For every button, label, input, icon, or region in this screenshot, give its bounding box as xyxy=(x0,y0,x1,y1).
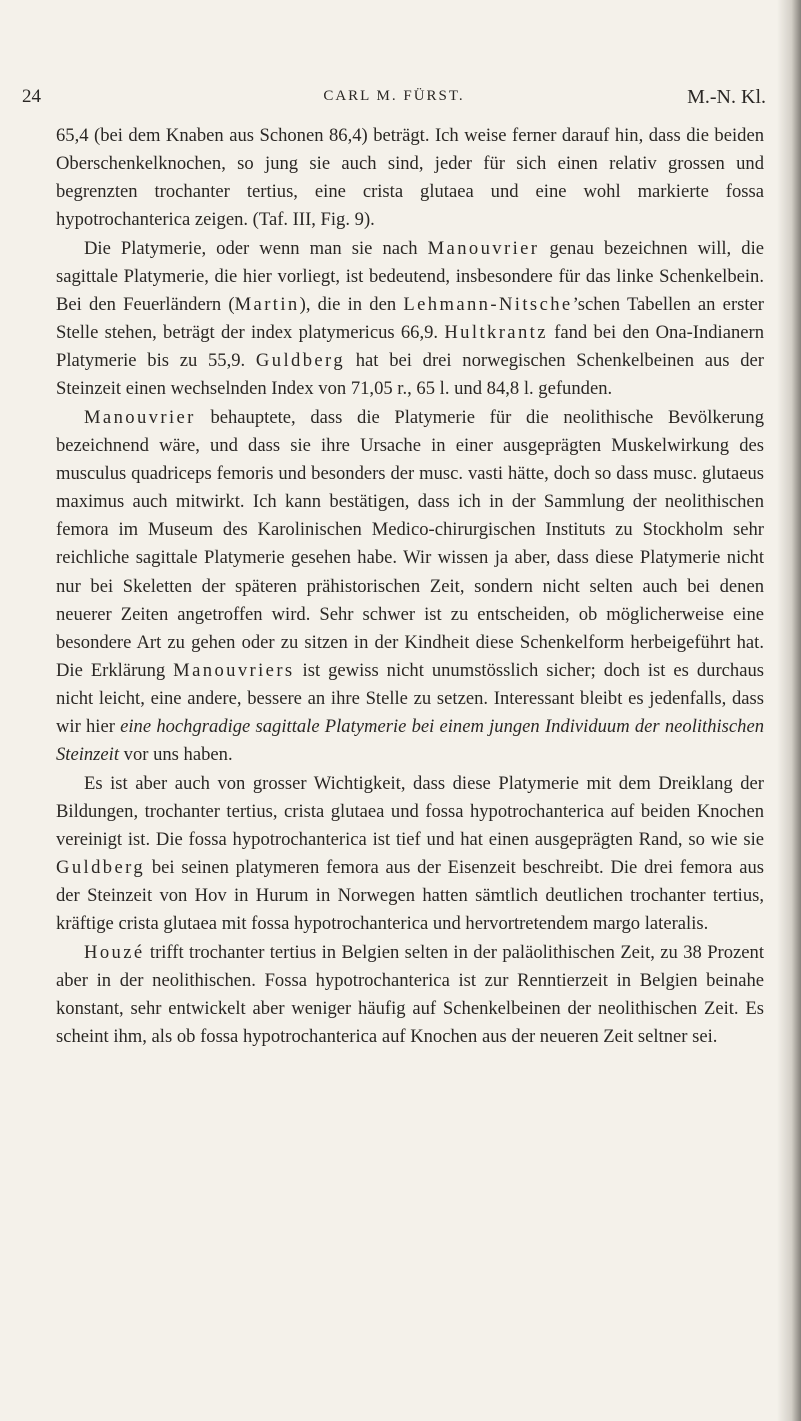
page-number: 24 xyxy=(22,86,41,107)
author-name: Martin xyxy=(234,293,300,315)
author-name: Guldberg xyxy=(56,857,146,879)
author-name: Manouvrier xyxy=(84,406,196,428)
author-name: Hultkrantz xyxy=(444,322,548,344)
running-head-section: M.-N. Kl. xyxy=(687,86,766,108)
emphasized-text: eine hochgradige sagittale Platymerie bei einem jungen Individuum der neolithischen Steinzeit xyxy=(56,716,764,766)
text-run: fand bei den Ona-Indianern Platymerie bis zu 55,9. xyxy=(56,322,765,372)
paragraph xyxy=(56,404,764,770)
text-run: behauptete, dass die Platymerie für die neolithische Bevölkerung bezeichnend wäre, und dass sie ihre Ursache in einer ausgeprägten Muskelwirkung des musculus quadriceps femoris und besonders der musc. vasti hätte, doch so dass musc. glutaeus maximus auch mitwirkt. Ich kann bestätigen, dass ich in der Sammlung der neolithischen femora im Museum des Karolinischen Medico-chirurgischen Instituts zu Stockholm sehr reichliche sagittale Platymerie gesehen habe. Wir wissen ja aber, dass diese Platymerie nicht nur bei Skeletten der späteren prähistorischen Zeit, sondern nicht selten auch bei denen neuerer Zeiten angetroffen wird. Sehr schwer ist zu entscheiden, ob möglicherweise eine besondere Art zu gehen oder zu sitzen in der Kindheit diese Schenkelform herbeigeführt hat. Die Erklärung xyxy=(56,406,764,681)
paragraph xyxy=(56,235,764,404)
author-name: Manouvrier xyxy=(427,237,540,259)
paragraph xyxy=(56,939,764,1052)
text-run: ’schen Tabellen an erster Stelle stehen, beträgt der index platymericus 66,9. xyxy=(56,293,764,344)
paragraph xyxy=(56,122,764,235)
text-run: ), die in den xyxy=(299,293,404,315)
text-run: vor uns haben. xyxy=(119,744,233,766)
running-head-author: CARL M. FÜRST. xyxy=(323,88,465,104)
author-name: Manouvriers xyxy=(173,659,295,681)
running-header xyxy=(22,86,766,116)
paragraph xyxy=(56,770,764,939)
text-run: hat bei drei norwegischen Schenkelbeinen aus der Steinzeit einen wechselnden Index von 71,05 r., 65 l. und 84,8 l. gefunden. xyxy=(56,350,764,400)
author-name: Houzé xyxy=(84,941,145,963)
text-run: bei seinen platymeren femora aus der Eisenzeit beschreibt. Die drei femora aus der Steinzeit von Hov in Hurum in Norwegen hatten sämtlich deutlichen trochanter tertius, kräftige crista glutaea mit fossa hypotrochanterica und hervortretendem margo lateralis. xyxy=(56,857,764,935)
text-run: ist gewiss nicht unumstösslich sicher; doch ist es durchaus nicht leicht, eine andere, bessere an ihre Stelle zu setzen. Interessant bleibt es jedenfalls, dass wir hier xyxy=(56,659,764,738)
text-run: 65,4 (bei dem Knaben aus Schonen 86,4) beträgt. Ich weise ferner darauf hin, dass die beiden Oberschenkelknochen, so jung sie auch sind, jeder für sich einen relativ grossen und begrenzten trochanter tertius, eine crista glutaea und eine wohl markierte fossa hypotrochanterica zeigen. (Taf. III, Fig. 9). xyxy=(56,125,764,231)
body-text xyxy=(56,122,764,1051)
text-run: genau bezeichnen will, die sagittale Platymerie, die hier vorliegt, ist bedeutend, insbesondere für das linke Schenkelbein. Bei den Feuerländern ( xyxy=(56,237,764,315)
author-name: Lehmann-Nitsche xyxy=(403,293,573,315)
page-edge-shadow xyxy=(777,0,801,1421)
author-name: Guldberg xyxy=(255,350,346,372)
text-run: trifft trochanter tertius in Belgien selten in der paläolithischen Zeit, zu 38 Prozent aber in der neolithischen. Fossa hypotrochanterica ist zur Renntierzeit in Belgien beinahe konstant, sehr entwickelt aber weniger häufig auf Schenkelbeinen der neolithischen Zeit. Es scheint ihm, als ob fossa hypotrochanterica auf Knochen aus der neueren Zeit seltner sei. xyxy=(56,941,764,1047)
text-run: Die Platymerie, oder wenn man sie nach xyxy=(84,237,428,259)
text-run: Es ist aber auch von grosser Wichtigkeit, dass diese Platymerie mit dem Dreiklang der Bildungen, trochanter tertius, crista glutaea und fossa hypotrochanterica auf beiden Knochen vereinigt ist. Die fossa hypotrochanterica ist tief und hat einen ausgeprägten Rand, so wie sie xyxy=(56,772,764,850)
